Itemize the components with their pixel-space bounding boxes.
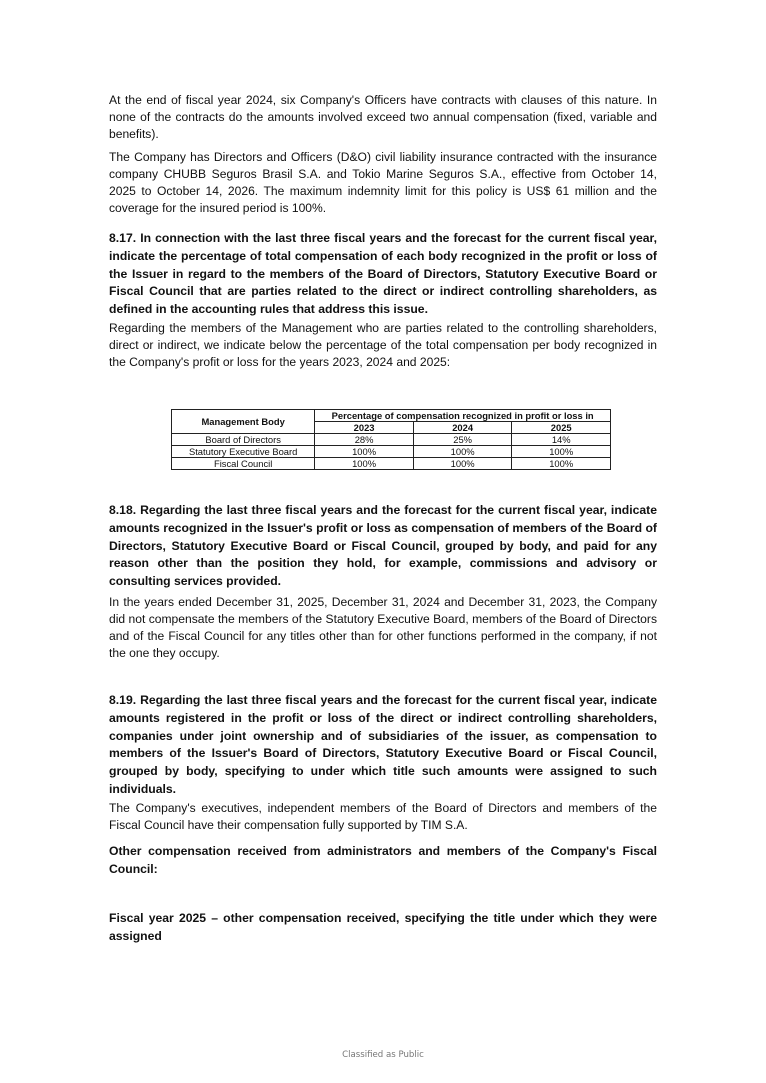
header-year: 2024 xyxy=(413,422,512,434)
header-year: 2025 xyxy=(512,422,611,434)
header-percentage-group: Percentage of compensation recognized in profit or loss in xyxy=(315,410,611,422)
table-row xyxy=(172,434,611,446)
compensation-percentage-table xyxy=(171,409,611,470)
cell-value: 14% xyxy=(512,434,611,446)
paragraph-contracts: At the end of fiscal year 2024, six Company's Officers have contracts with clauses of this nature. In none of the contracts do the amounts involved exceed two annual compensation (fixed, variable and benefits). xyxy=(109,93,657,141)
cell-body: Statutory Executive Board xyxy=(172,446,315,458)
section-heading-8-17: 8.17. In connection with the last three fiscal years and the forecast for the current fiscal year, indicate the percentage of total compensation of each body recognized in the profit or loss of the Issuer in regard to the members of the Board of Directors, Statutory Executive Board or Fiscal Council that are parties related to the direct or indirect controlling shareholders, as defined in the accounting rules that address this issue. xyxy=(109,231,657,317)
cell-value: 25% xyxy=(413,434,512,446)
cell-body: Fiscal Council xyxy=(172,458,315,470)
table-row xyxy=(172,458,611,470)
cell-value: 100% xyxy=(315,458,414,470)
subheading-fiscal-year-2025: Fiscal year 2025 – other compensation received, specifying the title under which they were assigned xyxy=(109,911,657,943)
subheading-other-compensation: Other compensation received from administrators and members of the Company's Fiscal Council: xyxy=(109,844,657,876)
cell-value: 100% xyxy=(413,458,512,470)
paragraph-do-insurance: The Company has Directors and Officers (D&O) civil liability insurance contracted with the insurance company CHUBB Seguros Brasil S.A. and Tokio Marine Seguros S.A., effective from October 14, 2025 to October 14, 2026. The maximum indemnity limit for this policy is US$ 61 million and the coverage for the insured period is 100%. xyxy=(109,150,657,215)
table-header-row xyxy=(172,410,611,422)
cell-value: 28% xyxy=(315,434,414,446)
section-heading-8-18: 8.18. Regarding the last three fiscal years and the forecast for the current fiscal year, indicate amounts recognized in the Issuer's profit or loss as compensation of members of the Board of Directors, Statutory Executive Board or Fiscal Council, grouped by body, and paid for any reason other than the position they hold, for example, commissions and advisory or consulting services provided. xyxy=(109,503,657,589)
section-heading-8-19: 8.19. Regarding the last three fiscal years and the forecast for the current fiscal year, indicate amounts registered in the profit or loss of the direct or indirect controlling shareholders, companies under joint ownership and of subsidiaries of the issuer, as compensation to members of the Issuer's Board of Directors, Statutory Executive Board or Fiscal Council, grouped by body, specifying to under which title such amounts were assigned to such individuals. xyxy=(109,693,657,796)
paragraph-no-other-compensation: In the years ended December 31, 2025, December 31, 2024 and December 31, 2023, the Company did not compensate the members of the Statutory Executive Board, members of the Board of Directors and of the Fiscal Council for any titles other than for other functions performed in the company, if not the one they occupy. xyxy=(109,595,657,660)
cell-value: 100% xyxy=(512,458,611,470)
header-management-body: Management Body xyxy=(172,410,315,434)
cell-value: 100% xyxy=(512,446,611,458)
cell-value: 100% xyxy=(413,446,512,458)
classification-footer: Classified as Public xyxy=(342,1050,424,1060)
table-row xyxy=(172,446,611,458)
paragraph-tim-support: The Company's executives, independent members of the Board of Directors and members of the Fiscal Council have their compensation fully supported by TIM S.A. xyxy=(109,801,657,832)
paragraph-related-parties: Regarding the members of the Management who are parties related to the controlling shareholders, direct or indirect, we indicate below the percentage of the total compensation per body recognized in the Company's profit or loss for the years 2023, 2024 and 2025: xyxy=(109,321,657,369)
cell-value: 100% xyxy=(315,446,414,458)
header-year: 2023 xyxy=(315,422,414,434)
cell-body: Board of Directors xyxy=(172,434,315,446)
